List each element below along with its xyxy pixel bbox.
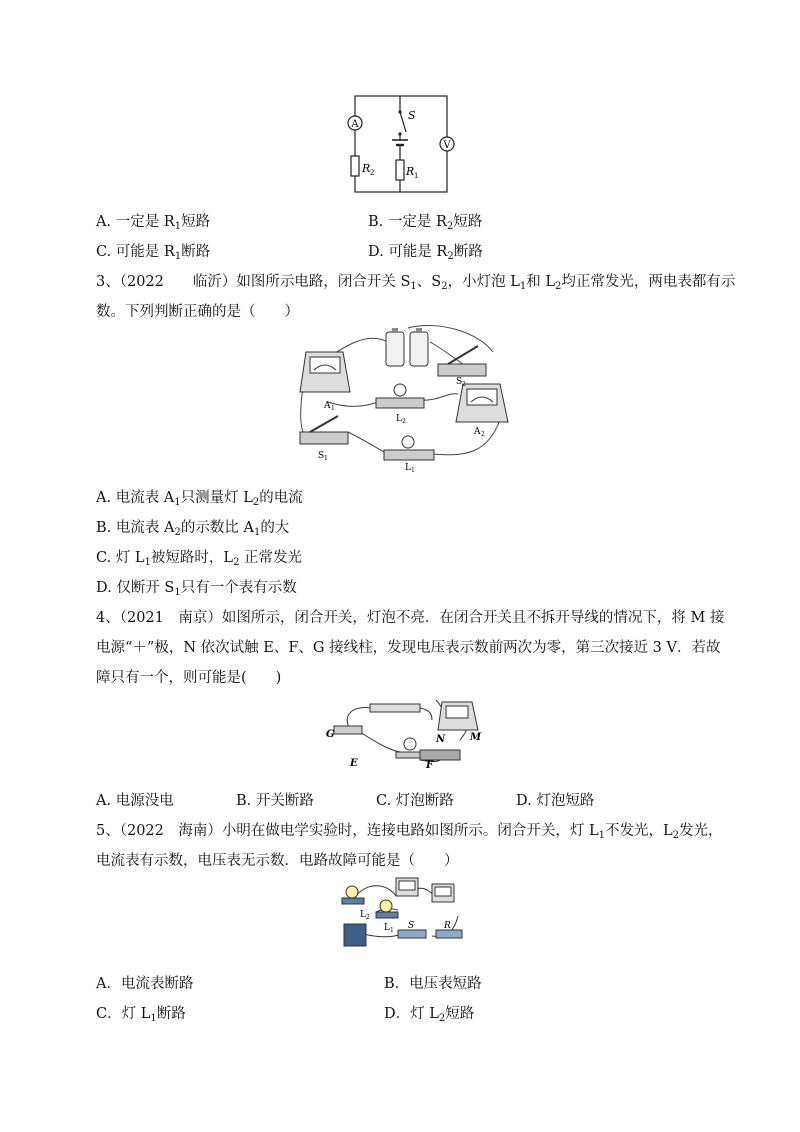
q4-option-b[interactable]: B. 开关断路 (236, 793, 314, 809)
r1-label: R (406, 165, 415, 178)
q3-option-b[interactable]: B. 电流表 $A_2$的示数比 $A_1$的大 (96, 520, 290, 538)
s-label-fig5: S (408, 921, 415, 931)
r2-sub: 2 (370, 169, 375, 177)
circuit-diagram-1 (330, 90, 470, 200)
l1-label-fig5: L (384, 923, 390, 933)
circuit-photo-4 (320, 690, 490, 772)
r-label-fig5: R (444, 921, 451, 931)
q5-option-b[interactable]: B．电压表短路 (384, 976, 482, 992)
svg-text:1: 1 (411, 467, 415, 472)
svg-text:2: 2 (402, 418, 406, 425)
n-label: N (436, 734, 446, 745)
q4-option-a[interactable]: A. 电源没电 (96, 793, 174, 809)
q5-option-c[interactable]: C．灯 $L_1$断路 (96, 1006, 186, 1024)
l2-label: L (396, 414, 402, 424)
q3-option-d[interactable]: D. 仅断开 $S_1$只有一个表有示数 (96, 580, 297, 598)
svg-text:2: 2 (366, 914, 370, 921)
voltmeter-symbol: V (443, 140, 451, 151)
svg-text:2: 2 (481, 431, 485, 438)
q4-option-c[interactable]: C. 灯泡断路 (376, 793, 454, 809)
svg-text:2: 2 (462, 381, 466, 388)
a1-label: A (324, 401, 331, 411)
m-label: M (470, 732, 482, 743)
circuit-photo-5 (336, 872, 470, 952)
q2-option-a[interactable]: A. 一定是 $R_1$短路 (96, 214, 211, 232)
a2-label: A (474, 427, 481, 437)
f-label: F (426, 760, 434, 771)
svg-text:1: 1 (390, 927, 394, 934)
svg-text:1: 1 (331, 405, 335, 412)
g-label: G (326, 729, 335, 740)
s2-label: S (456, 377, 463, 387)
q4-stem-line1: 4、（2021 南京）如图所示，闭合开关，灯泡不亮．在闭合开关且不拆开导线的情况下，将 M 接 (96, 610, 725, 626)
ammeter-symbol: A (351, 119, 359, 130)
q2-option-c[interactable]: C. 可能是 $R_1$断路 (96, 244, 211, 262)
q2-option-b[interactable]: B. 一定是 $R_2$短路 (368, 214, 483, 232)
q5-option-d[interactable]: D．灯 $L_2$短路 (384, 1006, 475, 1024)
q5-stem-line2: 电流表有示数，电压表无示数．电路故障可能是（ ） (96, 853, 459, 869)
e-label: E (350, 758, 358, 769)
l2-label-fig5: L (360, 910, 366, 920)
q3-stem-line1: 3、（2022 临沂）如图所示电路，闭合开关 $S_1$、$S_2$，小灯泡 $L_1$和 $L_2$均正常发光，两电表都有示 (96, 274, 736, 292)
q3-option-a[interactable]: A. 电流表 $A_1$只测量灯 $L_2$的电流 (96, 490, 303, 508)
svg-text:1: 1 (324, 455, 328, 462)
q4-stem-line3: 障只有一个，则可能是( ) (96, 670, 282, 686)
switch-label: S (408, 109, 416, 122)
q5-option-a[interactable]: A．电流表断路 (96, 976, 194, 992)
q3-stem-line2: 数。下列判断正确的是（ ） (96, 304, 299, 320)
q4-stem-line2: 电源“＋”极，N 依次试触 E、F、G 接线柱，发现电压表示数前两次为零，第三次接近 3 V．若故 (96, 640, 721, 656)
s1-label: S (318, 451, 325, 461)
q2-option-d[interactable]: D. 可能是 $R_2$断路 (368, 244, 483, 262)
l1-label: L (405, 463, 411, 472)
q4-option-d[interactable]: D. 灯泡短路 (516, 793, 595, 809)
circuit-photo-3 (288, 322, 516, 472)
q5-stem-line1: 5、（2022 海南）小明在做电学实验时，连接电路如图所示。闭合开关，灯 $L_1$不发光，$L_2$发光， (96, 823, 723, 841)
r2-label: R (362, 162, 371, 175)
q3-option-c[interactable]: C. 灯 $L_1$被短路时，$L_2$ 正常发光 (96, 550, 303, 568)
r1-sub: 1 (414, 172, 419, 180)
